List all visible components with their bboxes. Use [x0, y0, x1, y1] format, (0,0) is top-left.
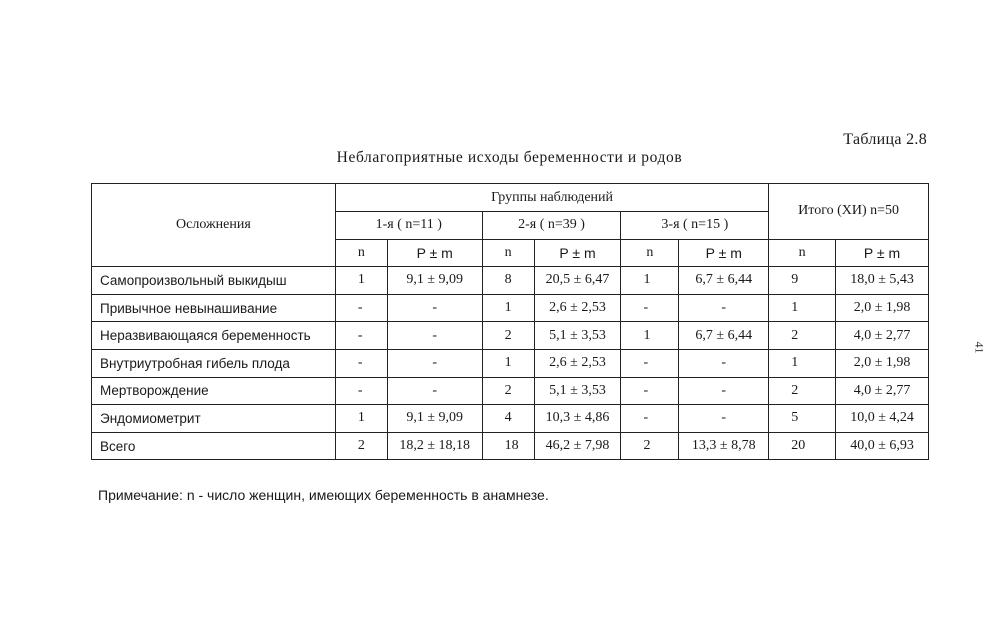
row-label: Привычное невынашивание — [92, 294, 336, 322]
total-pm-cell: 10,0 ± 4,24 — [836, 405, 929, 433]
g2-pm-cell: 5,1 ± 3,53 — [534, 377, 621, 405]
g1-pm-cell: - — [387, 322, 482, 350]
total-n-cell: 1 — [769, 349, 836, 377]
g2-pm-cell: 5,1 ± 3,53 — [534, 322, 621, 350]
header-total: Итого (ХИ) n=50 — [769, 184, 929, 240]
g2-n-cell: 2 — [482, 377, 534, 405]
g1-n-cell: - — [335, 294, 387, 322]
g1-n-cell: - — [335, 377, 387, 405]
g3-pm-cell: 6,7 ± 6,44 — [679, 322, 769, 350]
header-groups: Группы наблюдений — [335, 184, 768, 212]
row-label: Самопроизвольный выкидыш — [92, 267, 336, 295]
page-number: 41 — [972, 341, 987, 354]
row-label: Мертворождение — [92, 377, 336, 405]
g3-n-cell: - — [621, 349, 679, 377]
g2-n-cell: 1 — [482, 349, 534, 377]
total-n-cell: 2 — [769, 377, 836, 405]
total-pm-cell: 40,0 ± 6,93 — [836, 432, 929, 460]
table-row — [92, 294, 929, 322]
total-pm-cell: 2,0 ± 1,98 — [836, 349, 929, 377]
g1-pm-cell: 18,2 ± 18,18 — [387, 432, 482, 460]
g2-pm-cell: 10,3 ± 4,86 — [534, 405, 621, 433]
g1-n-cell: 2 — [335, 432, 387, 460]
total-n-cell: 2 — [769, 322, 836, 350]
g2-n-cell: 4 — [482, 405, 534, 433]
g2-n-cell: 18 — [482, 432, 534, 460]
g3-pm-cell: 13,3 ± 8,78 — [679, 432, 769, 460]
total-n-cell: 9 — [769, 267, 836, 295]
total-n-cell: 5 — [769, 405, 836, 433]
g3-pm-cell: - — [679, 405, 769, 433]
header-group-2: 2-я ( n=39 ) — [482, 212, 621, 240]
table-label: Таблица 2.8 — [843, 131, 927, 148]
total-pm-cell: 2,0 ± 1,98 — [836, 294, 929, 322]
row-label: Неразвивающаяся беременность — [92, 322, 336, 350]
row-label: Всего — [92, 432, 336, 460]
g2-n-cell: 2 — [482, 322, 534, 350]
g3-pm-cell: - — [679, 294, 769, 322]
table-row-total — [92, 432, 929, 460]
header-total-pm: P ± m — [836, 239, 929, 267]
g1-pm-cell: - — [387, 294, 482, 322]
header-row-1 — [92, 184, 929, 212]
total-pm-cell: 4,0 ± 2,77 — [836, 377, 929, 405]
g1-pm-cell: 9,1 ± 9,09 — [387, 267, 482, 295]
g1-n-cell: 1 — [335, 267, 387, 295]
header-g2-pm: P ± m — [534, 239, 621, 267]
g1-pm-cell: 9,1 ± 9,09 — [387, 405, 482, 433]
table-row — [92, 267, 929, 295]
total-n-cell: 20 — [769, 432, 836, 460]
g3-n-cell: 2 — [621, 432, 679, 460]
g2-pm-cell: 2,6 ± 2,53 — [534, 294, 621, 322]
table-row — [92, 349, 929, 377]
header-total-n: n — [769, 239, 836, 267]
g2-pm-cell: 20,5 ± 6,47 — [534, 267, 621, 295]
table-row — [92, 405, 929, 433]
outcomes-table — [91, 183, 929, 460]
g3-n-cell: - — [621, 377, 679, 405]
g3-n-cell: 1 — [621, 267, 679, 295]
g2-n-cell: 1 — [482, 294, 534, 322]
header-g3-n: n — [621, 239, 679, 267]
g1-n-cell: 1 — [335, 405, 387, 433]
table-row — [92, 377, 929, 405]
total-pm-cell: 18,0 ± 5,43 — [836, 267, 929, 295]
header-g2-n: n — [482, 239, 534, 267]
g3-n-cell: 1 — [621, 322, 679, 350]
header-g1-n: n — [335, 239, 387, 267]
header-group-3: 3-я ( n=15 ) — [621, 212, 769, 240]
g3-pm-cell: - — [679, 377, 769, 405]
page-title: Неблагоприятные исходы беременности и родов — [336, 149, 683, 166]
total-pm-cell: 4,0 ± 2,77 — [836, 322, 929, 350]
g1-pm-cell: - — [387, 349, 482, 377]
g2-pm-cell: 46,2 ± 7,98 — [534, 432, 621, 460]
row-label: Внутриутробная гибель плода — [92, 349, 336, 377]
g3-pm-cell: 6,7 ± 6,44 — [679, 267, 769, 295]
g1-n-cell: - — [335, 322, 387, 350]
table-note: Примечание: n - число женщин, имеющих беременность в анамнезе. — [98, 487, 549, 503]
table-row — [92, 322, 929, 350]
g1-n-cell: - — [335, 349, 387, 377]
header-g1-pm: P ± m — [387, 239, 482, 267]
g2-pm-cell: 2,6 ± 2,53 — [534, 349, 621, 377]
g3-n-cell: - — [621, 294, 679, 322]
total-n-cell: 1 — [769, 294, 836, 322]
g2-n-cell: 8 — [482, 267, 534, 295]
g3-pm-cell: - — [679, 349, 769, 377]
g1-pm-cell: - — [387, 377, 482, 405]
g3-n-cell: - — [621, 405, 679, 433]
header-group-1: 1-я ( n=11 ) — [335, 212, 482, 240]
header-g3-pm: P ± m — [679, 239, 769, 267]
header-complications: Осложнения — [92, 184, 336, 267]
row-label: Эндомиометрит — [92, 405, 336, 433]
